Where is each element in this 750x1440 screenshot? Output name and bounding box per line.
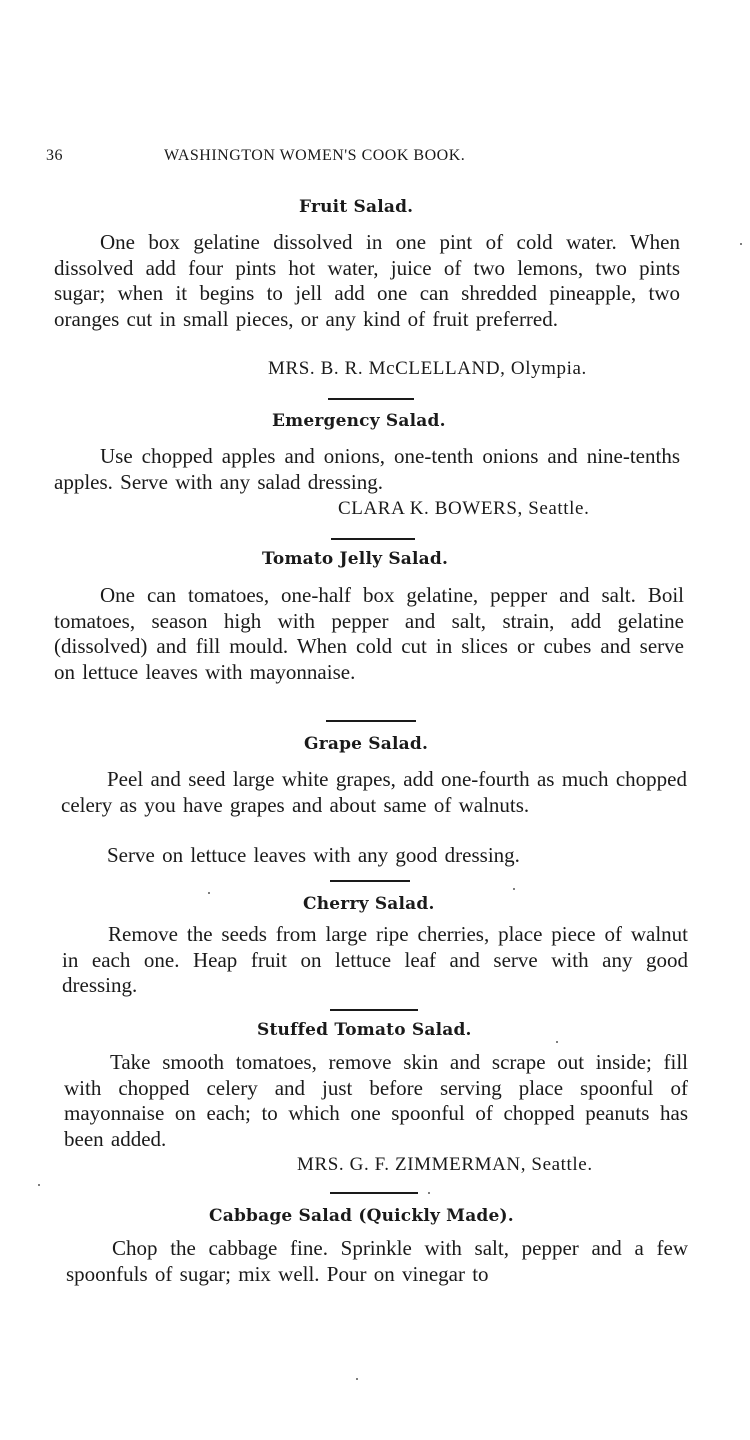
scan-speck bbox=[513, 888, 515, 890]
scan-speck bbox=[38, 1184, 40, 1186]
page-header bbox=[46, 147, 686, 171]
running-head: WASHINGTON WOMEN'S COOK BOOK. bbox=[164, 147, 466, 164]
section-divider bbox=[330, 1192, 418, 1194]
recipe-title-fruit-salad: Fruit Salad. bbox=[299, 197, 414, 217]
recipe-title-tomato-jelly-salad: Tomato Jelly Salad. bbox=[262, 549, 449, 569]
section-divider bbox=[330, 880, 410, 882]
recipe-attribution-emergency-salad: CLARA K. BOWERS, Seattle. bbox=[338, 498, 590, 519]
recipe-attribution-fruit-salad: MRS. B. R. McCLELLAND, Olympia. bbox=[268, 358, 587, 379]
scan-speck bbox=[740, 243, 742, 245]
recipe-serving-note-grape-salad: Serve on lettuce leaves with any good dressing. bbox=[107, 843, 520, 867]
recipe-text-cabbage-salad: Chop the cabbage fine. Sprinkle with salt, pepper and a few spoonfuls of sugar; mix well. Pour on vinegar to bbox=[66, 1236, 688, 1286]
recipe-text-fruit-salad: One box gelatine dissolved in one pint of cold water. When dissolved add four pints hot water, juice of two lemons, two pints sugar; when it begins to jell add one can shredded pineapple, two oranges cut in small pieces, or any kind of fruit preferred. bbox=[54, 230, 680, 331]
section-divider bbox=[330, 1009, 418, 1011]
recipe-title-cabbage-salad: Cabbage Salad (Quickly Made). bbox=[209, 1206, 514, 1226]
recipe-text-grape-salad: Peel and seed large white grapes, add one-fourth as much chopped celery as you have grapes and about same of walnuts. bbox=[61, 767, 687, 817]
page-number: 36 bbox=[46, 147, 63, 164]
recipe-title-stuffed-tomato-salad: Stuffed Tomato Salad. bbox=[257, 1020, 472, 1040]
section-divider bbox=[331, 538, 415, 540]
section-divider bbox=[328, 398, 414, 400]
scan-speck bbox=[556, 1041, 558, 1043]
recipe-text-stuffed-tomato-salad: Take smooth tomatoes, remove skin and scrape out inside; fill with chopped celery and just before serving place spoonful of mayonnaise on each; to which one spoonful of chopped peanuts has been added. bbox=[64, 1050, 688, 1151]
scan-speck bbox=[208, 892, 210, 894]
recipe-attribution-stuffed-tomato-salad: MRS. G. F. ZIMMERMAN, Seattle. bbox=[297, 1154, 593, 1175]
scan-speck bbox=[428, 1192, 430, 1194]
scan-speck bbox=[356, 1378, 358, 1380]
recipe-text-cherry-salad: Remove the seeds from large ripe cherries, place piece of walnut in each one. Heap fruit on lettuce leaf and serve with any good dressing. bbox=[62, 922, 688, 997]
recipe-text-emergency-salad: Use chopped apples and onions, one-tenth onions and nine-tenths apples. Serve with any salad dressing. bbox=[54, 444, 680, 494]
recipe-title-emergency-salad: Emergency Salad. bbox=[272, 411, 446, 431]
recipe-text-tomato-jelly-salad: One can tomatoes, one-half box gelatine, pepper and salt. Boil tomatoes, season high with pepper and salt, strain, add gelatine (dissolved) and fill mould. When cold cut in slices or cubes and serve on lettuce leaves with mayonnaise. bbox=[54, 583, 684, 684]
recipe-title-grape-salad: Grape Salad. bbox=[304, 734, 429, 754]
section-divider bbox=[326, 720, 416, 722]
recipe-title-cherry-salad: Cherry Salad. bbox=[303, 894, 435, 914]
